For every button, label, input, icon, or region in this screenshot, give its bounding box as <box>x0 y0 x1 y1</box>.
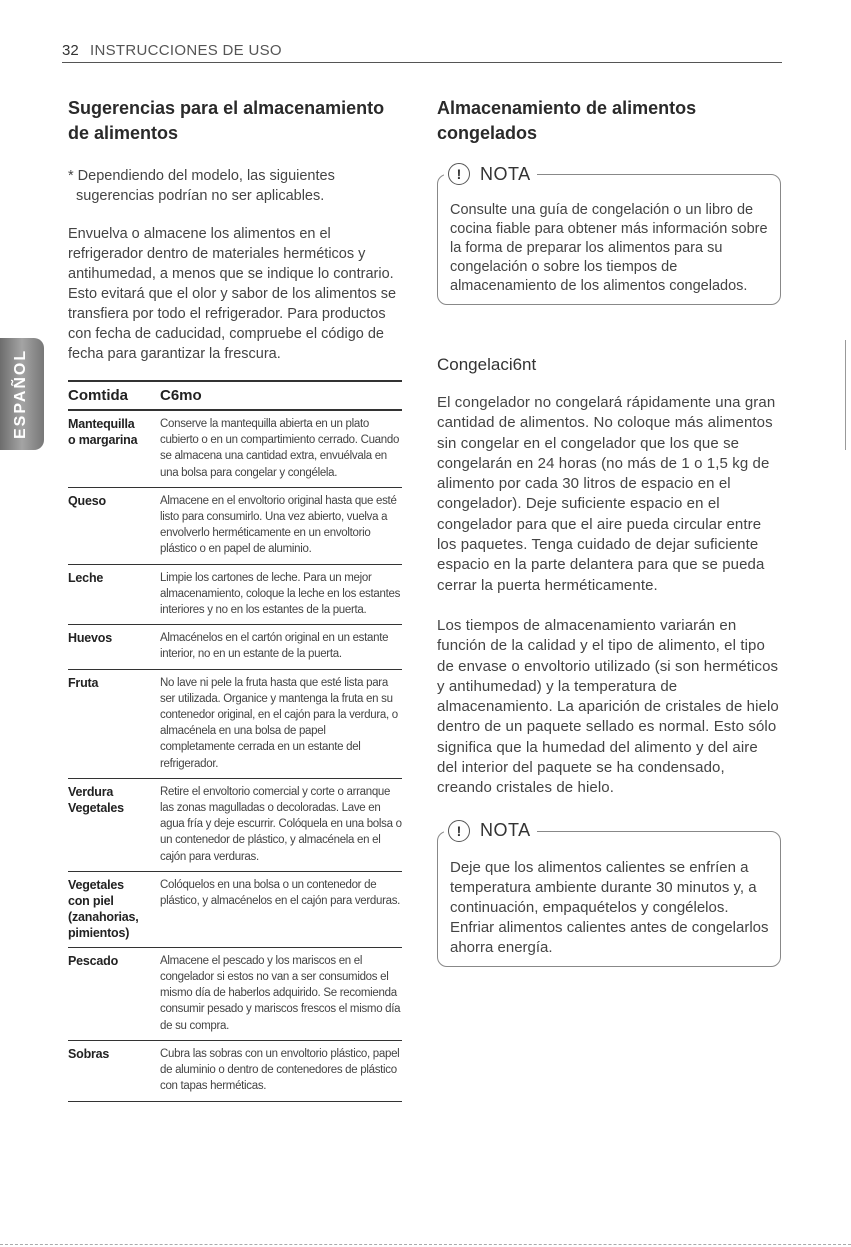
freezing-subheading: Congelaci6nt <box>437 355 537 374</box>
edge-rule <box>845 340 846 450</box>
frozen-storage-heading: Almacenamiento de alimentos congelados <box>437 98 697 143</box>
storage-instructions: Almacene en el envoltorio original hasta que esté listo para consumirlo. Una vez abierto, vuelva a envolverlo herméticamente en un envoltorio plástico o en papel de aluminio. <box>160 494 397 556</box>
table-row <box>68 488 402 565</box>
table-row <box>68 411 402 488</box>
food-name: Queso <box>68 493 106 508</box>
section-title: INSTRUCCIONES DE USO <box>90 42 282 59</box>
food-name: Fruta <box>68 675 99 690</box>
table-row <box>68 565 402 626</box>
food-name: Pescado <box>68 953 119 968</box>
table-row <box>68 779 402 872</box>
note-header <box>444 163 537 185</box>
storage-instructions: No lave ni pele la fruta hasta que esté lista para ser utilizada. Organice y mantenga la fruta en su contenedor original, en el cajón para la verdura, o almacénela en una bolsa de papel completamente cerrada en un estante del refrigerador. <box>160 676 398 770</box>
intro-paragraph: Envuelva o almacene los alimentos en el refrigerador dentro de materiales herméticos y antihumedad, a menos que se indique lo contrario. Esto evitará que el olor y sabor de los alimentos se transfiera por todo el refrigerador. Para productos con fecha de caducidad, compruebe el código de fecha para garantizar la frescura. <box>68 226 397 362</box>
note-text: Consulte una guía de congelación o un libro de cocina fiable para obtener más información sobre la forma de preparar los alimentos para su congelación o sobre los tiempos de almacenamiento de los alimentos congelados. <box>450 202 768 294</box>
right-column <box>437 96 781 967</box>
table-row <box>68 872 402 948</box>
language-side-tab <box>0 338 44 450</box>
storage-instructions: Conserve la mantequilla abierta en un plato cubierto o en un compartimiento cerrado. Cuando se almacena una cantidad extra, envuélvala en una bolsa para congelar y congélela. <box>160 418 400 479</box>
food-storage-heading: Sugerencias para el almacenamiento de alimentos <box>68 98 385 143</box>
food-name: Verdura Vegetales <box>68 784 124 815</box>
food-name: Mantequilla o margarina <box>68 417 138 447</box>
exclamation-icon: ! <box>448 820 470 842</box>
table-row <box>68 670 402 779</box>
food-name: Leche <box>68 570 104 585</box>
storage-instructions: Limpie los cartones de leche. Para un mejor almacenamiento, coloque la leche en los estantes interiores y no en los estantes de la puerta. <box>160 571 401 617</box>
col-header-how: C6mo <box>160 387 202 404</box>
storage-instructions: Cubra las sobras con un envoltorio plástico, papel de aluminio o dentro de contenedores de plástico con tapas herméticas. <box>160 1047 400 1093</box>
note-title: NOTA <box>480 820 531 841</box>
food-name: Vegetales con piel (zanahorias, pimientos) <box>68 877 139 940</box>
storage-times-paragraph: Los tiempos de almacenamiento variarán en función de la calidad y el tipo de alimento, el tipo de envase o envoltorio utilizado (si son herméticos y antihumedad) y la temperatura de almacenamiento. La aparición de cristales de hielo dentro de un paquete sellado es normal. Esto sólo significa que la humedad del alimento y del aire del interior del paquete se ha condensado, creando cristales de hielo. <box>437 616 779 797</box>
page-header <box>62 42 782 63</box>
note-box-1 <box>437 163 781 305</box>
table-row <box>68 625 402 669</box>
food-name: Huevos <box>68 631 112 646</box>
storage-instructions: Almacénelos en el cartón original en un estante interior, no en un estante de la puerta. <box>160 632 389 661</box>
col-header-food: Comtida <box>68 387 128 404</box>
table-row <box>68 948 402 1041</box>
model-note: * Dependiendo del modelo, las siguientes sugerencias podrían no ser aplicables. <box>68 168 335 204</box>
language-label: ESPAÑOL <box>12 348 29 440</box>
storage-instructions: Retire el envoltorio comercial y corte o arranque las zonas magulladas o decoloradas. Lave en agua fría y deje escurrir. Colóquela en una bolsa o un contenedor de plástico, y almacénela en el cajón para verduras. <box>160 785 402 863</box>
exclamation-icon: ! <box>448 163 470 185</box>
table-row <box>68 1041 402 1102</box>
storage-table <box>68 380 402 1102</box>
freezing-paragraph: El congelador no congelará rápidamente una gran cantidad de alimentos. No coloque más alimentos sin congelar en el congelador que los que se congelarán en 24 horas (no más de 1 o 1,5 kg de alimento por cada 30 litros de espacio en el congelador). Deje suficiente espacio en el congelador para que el aire pueda circular entre los paquetes. Tenga cuidado de dejar suficiente espacio en la parte delantera para que se pueda cerrar la puerta herméticamente. <box>437 394 776 594</box>
note-text: Deje que los alimentos calientes se enfríen a temperatura ambiente durante 30 minutos y, a continuación, empaquételos y congélelos. Enfriar alimentos calientes antes de congelarlos ahorra energía. <box>450 858 769 956</box>
note-title: NOTA <box>480 163 531 184</box>
food-name: Sobras <box>68 1046 110 1061</box>
table-header <box>68 382 402 411</box>
bottom-rule <box>0 1244 851 1246</box>
storage-instructions: Almacene el pescado y los mariscos en el congelador si estos no van a ser consumidos el mismo día de haberlos adquirido. Se recomienda consumir pesado y mariscos frescos el mismo día de su compra. <box>160 954 401 1032</box>
left-column <box>68 96 402 1102</box>
note-header <box>444 820 537 842</box>
note-box-2 <box>437 820 781 967</box>
storage-instructions: Colóquelos en una bolsa o un contenedor de plástico, y almacénelos en el cajón para verduras. <box>160 878 401 908</box>
page-number: 32 <box>62 42 79 59</box>
